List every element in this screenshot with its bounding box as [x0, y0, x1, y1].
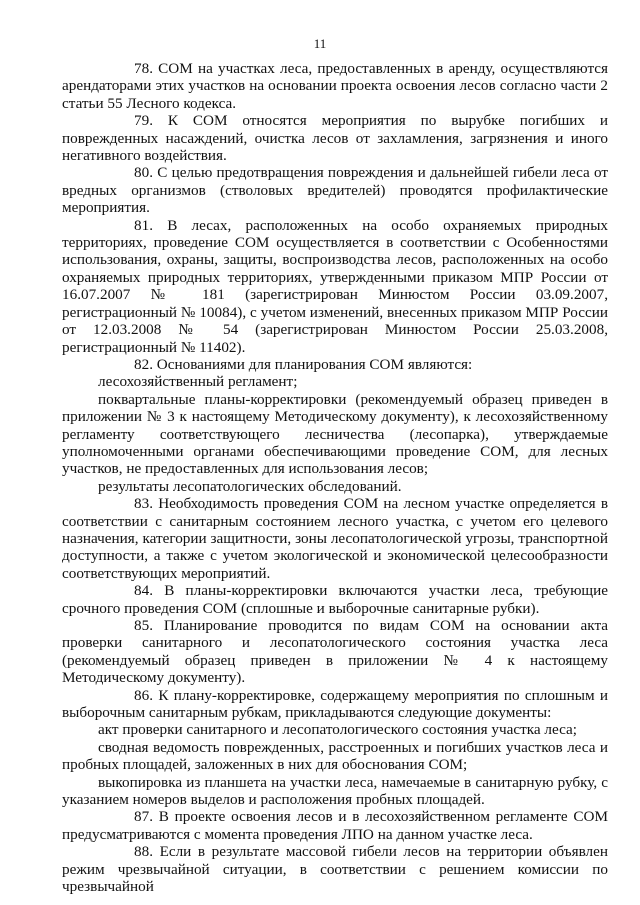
paragraph-text: В лесах, расположенных на особо охраняемых природных территориях, проведение СОМ осуществляется в соответствии с Особенностями использования, охраны, защиты, воспроизводства лесов, расположенных на особо охраняемых природных территориях, утвержденными приказом МПР России от 16.07.2007 № 181 (зарегистрирован Минюстом России 03.09.2007, регистрационный № 10084), с учетом изменений, внесенных приказом МПР России от 12.03.2008 № 54 (зарегистрирован Минюстом России 25.03.2008, регистрационный № 11402).: [62, 216, 608, 356]
paragraph-79: [62, 112, 608, 164]
paragraph-text: Основаниями для планирования СОМ являются:: [156, 355, 473, 373]
paragraph-78: [62, 60, 608, 112]
paragraph-number: 88.: [134, 843, 153, 861]
paragraph-text: Планирование проводится по видам СОМ на основании акта проверки санитарного и лесопатологического состояния участка леса (рекомендуемый образец приведен в приложении № 4 к настоящему Методическому документу).: [62, 617, 609, 687]
paragraph-number: 84.: [134, 582, 153, 600]
list-item: акт проверки санитарного и лесопатологического состояния участка леса;: [98, 721, 578, 739]
paragraph-number: 81.: [134, 216, 153, 234]
paragraph-86: [62, 687, 608, 722]
paragraph-text: СОМ на участках леса, предоставленных в аренду, осуществляются арендаторами этих участков на основании проекта освоения лесов согласно части 2 статьи 55 Лесного кодекса.: [62, 60, 609, 112]
paragraph-85: [62, 617, 608, 687]
paragraph-text: В планы-корректировки включаются участки леса, требующие срочного проведения СОМ (сплошные и выборочные санитарные рубки).: [62, 582, 608, 617]
page-number: 11: [313, 36, 327, 51]
paragraph-81: [62, 217, 608, 356]
paragraph-87: [62, 808, 608, 843]
paragraph-text: К плану-корректировке, содержащему мероприятия по сплошным и выборочным санитарным рубкам, прикладываются следующие документы:: [62, 686, 609, 722]
paragraph-text: К СОМ относятся мероприятия по вырубке погибших и поврежденных насаждений, очистка лесов от захламления, загрязнения и иного негативного воздействия.: [62, 112, 609, 165]
paragraph-83: [62, 495, 608, 582]
paragraph-number: 83.: [134, 495, 153, 513]
paragraph-text: С целью предотвращения повреждения и дальнейшей гибели леса от вредных организмов (стволовых вредителей) проводятся профилактические мероприятия.: [62, 164, 609, 217]
list-item: лесохозяйственный регламент;: [98, 373, 298, 391]
list-item: выкопировка из планшета на участки леса, намечаемые в санитарную рубку, с указанием номеров выделов и расположения пробных площадей.: [62, 773, 608, 809]
paragraph-82: [62, 356, 608, 373]
paragraph-number: 78.: [134, 60, 153, 77]
paragraph-number: 79.: [134, 112, 153, 130]
paragraph-number: 82.: [134, 355, 153, 373]
paragraph-text: Если в результате массовой гибели лесов на территории объявлен режим чрезвычайной ситуации, в соответствии с решением комиссии по чрезвычайной: [62, 843, 609, 896]
list-item: поквартальные планы-корректировки (рекомендуемый образец приведен в приложении № 3 к настоящему Методическому документу), к лесохозяйственному регламенту соответствующего лесничества (лесопарка), утверждаемые уполномоченными органами обеспечивающими проведение СОМ, для лесных участков, не предоставленных для использования лесов;: [62, 390, 608, 478]
paragraph-text: В проекте освоения лесов и в лесохозяйственном регламенте СОМ предусматриваются с момента проведения ЛПО на данном участке леса.: [62, 808, 608, 843]
paragraph-88: [62, 843, 608, 895]
list-item: результаты лесопатологических обследований.: [98, 477, 402, 495]
paragraph-text: Необходимость проведения СОМ на лесном участке определяется в соответствии с санитарным состоянием лесного участка, с учетом его целевого назначения, категории защитности, зоны лесопатологической угрозы, транспортной доступности, а также с учетом экологической и экономической целесообразности соответствующих мероприятий.: [62, 495, 609, 582]
paragraph-84: [62, 582, 608, 617]
list-item: сводная ведомость поврежденных, расстроенных и погибших участков леса и пробных площадей, заложенных в них для обоснования СОМ;: [62, 738, 608, 774]
paragraph-80: [62, 164, 608, 216]
paragraph-number: 85.: [134, 617, 153, 634]
document-body: [62, 60, 608, 896]
paragraph-number: 87.: [134, 808, 153, 826]
paragraph-number: 86.: [134, 686, 153, 704]
paragraph-number: 80.: [134, 164, 153, 182]
